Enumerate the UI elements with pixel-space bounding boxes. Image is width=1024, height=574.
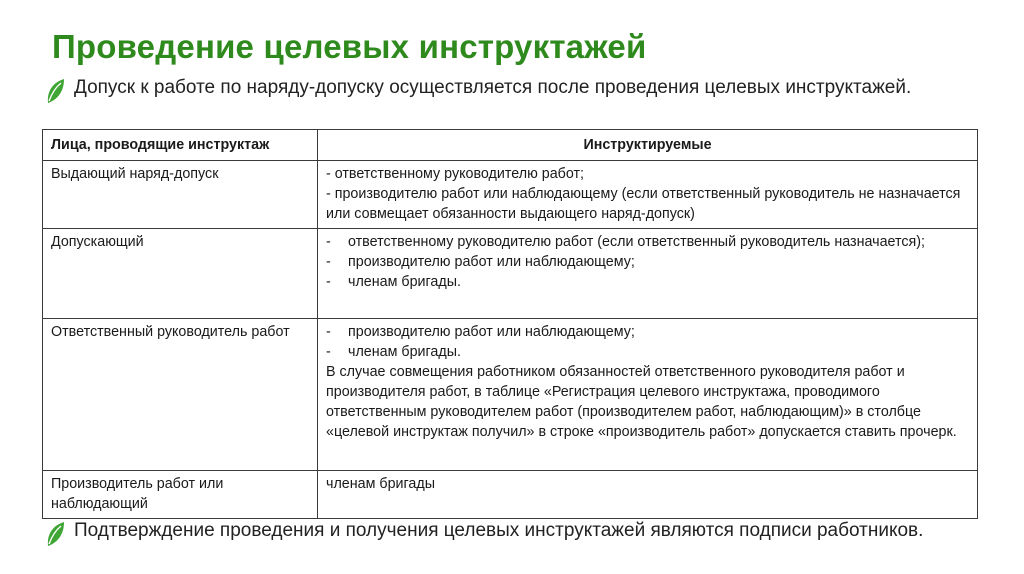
plain-line: членам бригады [326,476,435,492]
leaf-icon [44,78,66,104]
list-dash: - [326,274,331,290]
row-who: Выдающий наряд-допуск [43,161,318,229]
plain-line: - ответственному руководителю работ; [326,166,585,182]
list-item: - производителю работ или наблюдающему; [326,324,635,340]
row-instructed [318,229,978,319]
row-instructed [318,161,978,229]
list-item: - членам бригады. [326,344,461,360]
list-item: - членам бригады. [326,274,461,290]
row-who: Производитель работ или наблюдающий [43,471,318,519]
row-instructed [318,471,978,519]
table-row [43,319,978,471]
table-row [43,471,978,519]
list-dash: - [326,254,331,270]
list-dash: - [326,324,331,340]
list-item: - ответственному руководителю работ (если ответственный руководитель назначается); [326,234,926,250]
intro-text: Допуск к работе по наряду-допуску осуществляется после проведения целевых инструктажей. [74,77,912,98]
row-instructed [318,319,978,471]
row-who: Допускающий [43,229,318,319]
row-note: В случае совмещения работником обязанностей ответственного руководителя работ и производителя работ, в таблице «Регистрация целевого инструктажа, проводимого ответственным руководителем работ (производителем работ, наблюдающим)» в столбце «целевой инструктаж получил» в строке «производитель работ» допускается ставить прочерк. [326,364,957,440]
footer-bullet [44,520,924,547]
list-dash: - [326,234,331,250]
table-row [43,229,978,319]
header-instructed: Инструктируемые [318,130,978,161]
table-row [43,161,978,229]
intro-bullet [44,77,924,104]
briefing-table [42,129,978,519]
page-title: Проведение целевых инструктажей [52,28,647,65]
leaf-icon [44,521,66,547]
plain-line: - производителю работ или наблюдающему (если ответственный руководитель не назначается или совмещает обязанности выдающего наряд-допуск) [326,186,961,222]
list-dash: - [326,344,331,360]
footer-text: Подтверждение проведения и получения целевых инструктажей являются подписи работников. [74,520,924,541]
row-who: Ответственный руководитель работ [43,319,318,471]
header-who: Лица, проводящие инструктаж [43,130,318,161]
list-item: - производителю работ или наблюдающему; [326,254,635,270]
table-header-row [43,130,978,161]
